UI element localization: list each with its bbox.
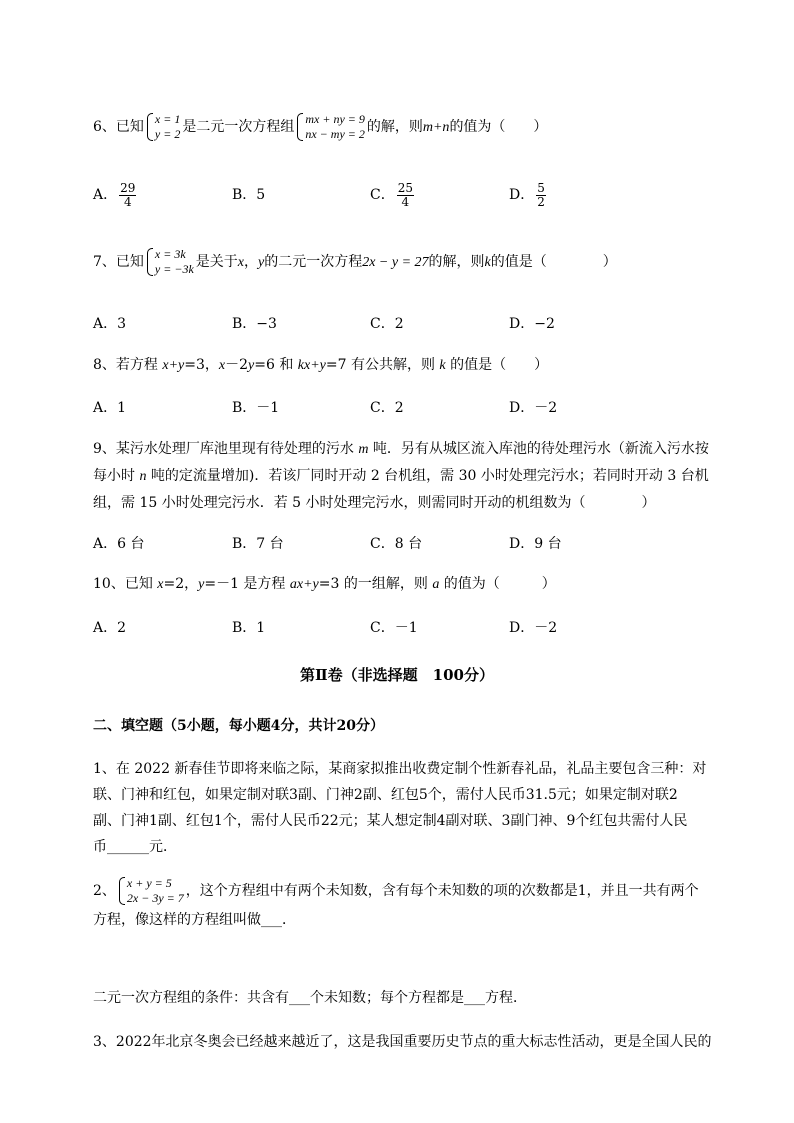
q9-option-d: D．9 台 <box>509 536 562 552</box>
fill-question-3: 3、2022年北京冬奥会已经越来越近了，这是我国重要历史节点的重大标志性活动，更是全国人民的 <box>93 1034 712 1050</box>
question-8: 8、若方程 x+y=3，x－2y=6 和 kx+y=7 有公共解，则 k 的值是（ ） <box>93 357 549 373</box>
q7-option-c: C．2 <box>370 316 404 332</box>
q7-option-d: D．−2 <box>509 316 555 332</box>
q9-option-c: C．8 台 <box>370 536 423 552</box>
question-9: 9、某污水处理厂库池里现有待处理的污水 m 吨．另有从城区流入库池的待处理污水（新流入污水按 每小时 n 吨的定流量增加)．若该厂同时开动 2 台机组，需 30 小时处理完污水；若同时开动 3 台机 组，需 15 小时处理完污水．若 5 小时处理完污水，则需同时开动的机组数为（ ） <box>93 441 709 511</box>
q8-option-c: C．2 <box>370 400 404 416</box>
fill-question-1: 1、在 2022 新春佳节即将来临之际，某商家拟推出收费定制个性新春礼品，礼品主要包含三种：对 联、门神和红包，如果定制对联3副、门神2副、红包5个，需付人民币31.5元；如果定制对联2 副、门神1副、红包1个，需付人民币22元；某人想定制4副对联、3副门神、9个红包共需付人民 币______元． <box>93 761 707 855</box>
q10-option-a: A．2 <box>93 620 127 636</box>
q6-option-d: D． $\frac{5}{2}$ <box>509 180 545 209</box>
q7-equation: 2x − y = 27 <box>362 255 429 270</box>
q6-var: m+n <box>422 120 450 135</box>
q6-solution-system: x = 1 y = 2 <box>146 112 180 142</box>
q6-options <box>93 180 693 210</box>
q7-option-a: A．3 <box>93 316 127 332</box>
q10-option-c: C．－1 <box>370 620 418 636</box>
q9-option-a: A．6 台 <box>93 536 145 552</box>
q7-solution-system: x = 3k y = −3k <box>146 247 194 277</box>
q10-option-d: D．－2 <box>509 620 558 636</box>
q6-option-c: C． $\frac{25}{4}$ <box>370 180 413 209</box>
q9-option-b: B．7 台 <box>232 536 284 552</box>
question-10: 10、已知 x=2，y=－1 是方程 ax+y=3 的一组解，则 a 的值为（ ） <box>93 576 556 592</box>
question-6: 6、已知 x = 1 y = 2 是二元一次方程组 mx + ny = 9 nx − my = 2 的解，则m+n的值为（ ） <box>93 112 548 141</box>
q6-prefix: 6、已知 <box>93 119 144 135</box>
q8-options <box>93 393 693 423</box>
q7-options <box>93 309 693 339</box>
fill-question-2: 2、 x + y = 5 2x − 3y = 7 ，这个方程组中有两个未知数，含有每个未知数的项的次数都是1，并且一共有两个 方程，像这样的方程组叫做___． <box>93 876 699 928</box>
q8-option-b: B．－1 <box>232 400 280 416</box>
q8-option-a: A．1 <box>93 400 127 416</box>
q10-option-b: B．1 <box>232 620 266 636</box>
fill-question-2-conditions: 二元一次方程组的条件：共含有___个未知数；每个方程都是___方程． <box>93 990 527 1006</box>
q6-option-a: A． $\frac{29}{4}$ <box>93 180 136 209</box>
q6-option-b: B．5 <box>232 187 266 203</box>
section-subtitle: 二、填空题（5小题，每小题4分，共计20分） <box>93 718 384 734</box>
question-7: 7、已知 x = 3k y = −3k 是关于x，y的二元一次方程2x − y = 27的解，则k的值是（ ） <box>93 247 617 276</box>
q7-option-b: B．−3 <box>232 316 277 332</box>
f2-equation-system: x + y = 5 2x − 3y = 7 <box>118 876 184 906</box>
q6-equation-system: mx + ny = 9 nx − my = 2 <box>296 112 365 142</box>
section-title: 第Ⅱ卷（非选择题 100分） <box>300 666 494 684</box>
q9-options <box>93 529 693 559</box>
q10-options <box>93 613 693 643</box>
q6-mid: 是二元一次方程组 <box>182 119 295 135</box>
q8-option-d: D．－2 <box>509 400 558 416</box>
